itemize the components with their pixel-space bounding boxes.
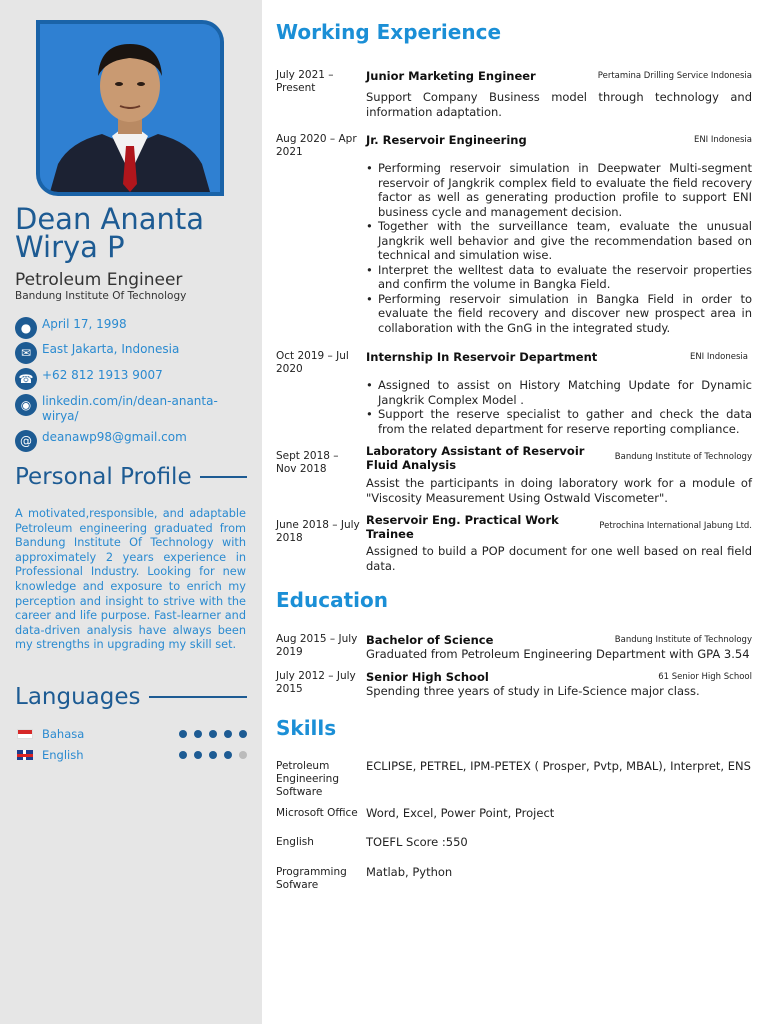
- school-name: Bandung Institute Of Technology: [15, 290, 187, 302]
- birthdate-text: April 17, 1998: [42, 317, 127, 331]
- user-icon: ●: [15, 317, 37, 339]
- education-entry: [276, 633, 752, 665]
- name-line-1: Dean Ananta: [15, 202, 205, 236]
- job-role: Petroleum Engineer: [15, 270, 183, 290]
- entry-title: Senior High School: [366, 670, 489, 684]
- heading-rule: [200, 476, 247, 478]
- skill-value: TOEFL Score :550: [366, 835, 468, 849]
- entry-title-line-1: Reservoir Eng. Practical Work: [366, 513, 559, 527]
- experience-entry: [276, 133, 752, 338]
- phone-text[interactable]: +62 812 1913 9007: [42, 368, 163, 382]
- entry-date: June 2018 – July 2018: [276, 519, 360, 544]
- entry-description: Support Company Business model through technology and information adaptation.: [366, 90, 752, 119]
- languages-heading: [15, 684, 247, 710]
- candidate-name: [15, 202, 255, 264]
- language-level-dots: [179, 751, 247, 759]
- entry-organization: ENI Indonesia: [689, 352, 748, 362]
- experience-entry: [276, 444, 752, 508]
- entry-bullets: [366, 378, 752, 436]
- address-text: East Jakarta, Indonesia: [42, 342, 180, 356]
- entry-date: Oct 2019 – Jul 2020: [276, 350, 349, 375]
- language-name: English: [42, 748, 84, 762]
- profile-photo: [40, 24, 220, 192]
- entry-date: Sept 2018 – Nov 2018: [276, 450, 339, 475]
- skill-label: Petroleum Engineering Software: [276, 760, 339, 798]
- experience-entry: [276, 350, 752, 440]
- skill-value: Word, Excel, Power Point, Project: [366, 806, 555, 820]
- contact-email[interactable]: [15, 430, 255, 452]
- personal-profile-title: Personal Profile: [15, 464, 192, 490]
- level-dot-filled: [194, 730, 202, 738]
- skill-label: Microsoft Office: [276, 807, 358, 819]
- entry-title: Jr. Reservoir Engineering: [366, 133, 527, 147]
- skill-value: Matlab, Python: [366, 865, 453, 879]
- linkedin-line-2[interactable]: wirya/: [42, 409, 79, 423]
- entry-title-line-2: Trainee: [366, 527, 414, 541]
- level-dot-filled: [179, 751, 187, 759]
- entry-title: [366, 444, 584, 472]
- level-dot-filled: [194, 751, 202, 759]
- name-line-2: Wirya P: [15, 230, 125, 264]
- personal-profile-text: A motivated,responsible, and adaptable Petroleum engineering graduated from Bandung Institute Of Technology with approximately 2 years experience in Professional Industry. Looking for new knowledge and exposure to enrich my perception and insight to strive with the career and life purpose. Fast-learner and data-driven analysis have always been my strengths in upgrading my skill set.: [15, 507, 246, 652]
- languages-title: Languages: [15, 684, 141, 710]
- entry-description: Spending three years of study in Life-Science major class.: [366, 684, 700, 698]
- contact-birthdate: [15, 317, 255, 339]
- entry-organization: ENI Indonesia: [693, 135, 752, 145]
- entry-title-line-2: Fluid Analysis: [366, 458, 457, 472]
- entry-bullets: [366, 161, 752, 335]
- bullet-item: • Performing reservoir simulation in Bangka Field in order to evaluate the field recovery and discover new prospect area in collaboration with the GnG in the integrated study.: [366, 292, 752, 336]
- linkedin-link[interactable]: [42, 394, 218, 424]
- skills-heading: Skills: [276, 716, 337, 740]
- language-name: Bahasa: [42, 727, 85, 741]
- bullet-item: • Together with the surveillance team, evaluate the unusual Jangkrik well behavior and give the recommendation based on technical and simulation wise.: [366, 219, 752, 263]
- entry-title: Internship In Reservoir Department: [366, 350, 598, 364]
- bullet-item: • Support the reserve specialist to gather and check the data from the related department for reserve reporting compliance.: [366, 407, 752, 436]
- entry-title: Junior Marketing Engineer: [366, 69, 536, 83]
- skill-value: ECLIPSE, PETREL, IPM-PETEX ( Prosper, Pvtp, MBAL), Interpret, ENS: [366, 759, 751, 773]
- level-dot-filled: [239, 730, 247, 738]
- entry-title-line-1: Laboratory Assistant of Reservoir: [366, 444, 585, 458]
- entry-date: Aug 2020 – Apr 2021: [276, 133, 357, 158]
- linkedin-line-1[interactable]: linkedin.com/in/dean-ananta-: [42, 394, 218, 408]
- bullet-item: • Interpret the welltest data to evaluate the reservoir properties and confirm the volume in Bangka Field.: [366, 263, 752, 292]
- mail-icon: ✉: [15, 342, 37, 364]
- language-row-bahasa: [17, 727, 247, 741]
- education-heading: Education: [276, 588, 388, 612]
- bullet-item: • Performing reservoir simulation in Deepwater Multi-segment reservoir of Jangkrik complex field to evaluate the field recovery factor as well as generating production profile to support ENI business cycle and management decision.: [366, 161, 752, 219]
- globe-icon: ◉: [15, 394, 37, 416]
- contact-phone[interactable]: [15, 368, 255, 390]
- entry-date: July 2012 – July 2015: [276, 670, 356, 695]
- indonesia-flag-icon: [17, 729, 33, 739]
- level-dot-filled: [209, 730, 217, 738]
- email-link[interactable]: deanawp98@gmail.com: [42, 430, 187, 444]
- entry-organization: Bandung Institute of Technology: [614, 452, 752, 462]
- experience-entry: [276, 513, 752, 577]
- entry-title: [366, 513, 559, 541]
- level-dot-filled: [179, 730, 187, 738]
- profile-photo-frame: [36, 20, 224, 196]
- entry-date: July 2021 – Present: [276, 69, 334, 94]
- language-row-english: [17, 748, 247, 762]
- contact-linkedin[interactable]: [15, 394, 255, 424]
- entry-organization: Petrochina International Jabung Ltd.: [599, 521, 752, 531]
- level-dot-filled: [209, 751, 217, 759]
- bullet-item: • Assigned to assist on History Matching Update for Dynamic Jangkrik Complex Model .: [366, 378, 752, 407]
- experience-entry: [276, 69, 752, 121]
- contact-address: [15, 342, 255, 364]
- skill-label: Programming Sofware: [276, 866, 347, 891]
- entry-description: Graduated from Petroleum Engineering Department with GPA 3.54: [366, 647, 750, 661]
- uk-flag-icon: [17, 750, 33, 760]
- at-icon: @: [15, 430, 37, 452]
- level-dot-empty: [239, 751, 247, 759]
- entry-organization: Pertamina Drilling Service Indonesia: [597, 71, 752, 81]
- heading-rule: [149, 696, 248, 698]
- phone-icon: ☎: [15, 368, 37, 390]
- working-experience-heading: Working Experience: [276, 20, 502, 44]
- language-level-dots: [179, 730, 247, 738]
- entry-description: Assigned to build a POP document for one well based on real field data.: [366, 544, 752, 573]
- personal-profile-heading: [15, 464, 247, 490]
- entry-title: Bachelor of Science: [366, 633, 494, 647]
- level-dot-filled: [224, 751, 232, 759]
- education-entry: [276, 670, 752, 702]
- entry-date: Aug 2015 – July 2019: [276, 633, 358, 658]
- skill-label: English: [276, 836, 314, 848]
- entry-organization: 61 Senior High School: [658, 672, 752, 682]
- level-dot-filled: [224, 730, 232, 738]
- entry-organization: Bandung Institute of Technology: [614, 635, 752, 645]
- entry-description: Assist the participants in doing laboratory work for a module of "Viscosity Measurement Using Ostwald Viscometer".: [366, 476, 752, 505]
